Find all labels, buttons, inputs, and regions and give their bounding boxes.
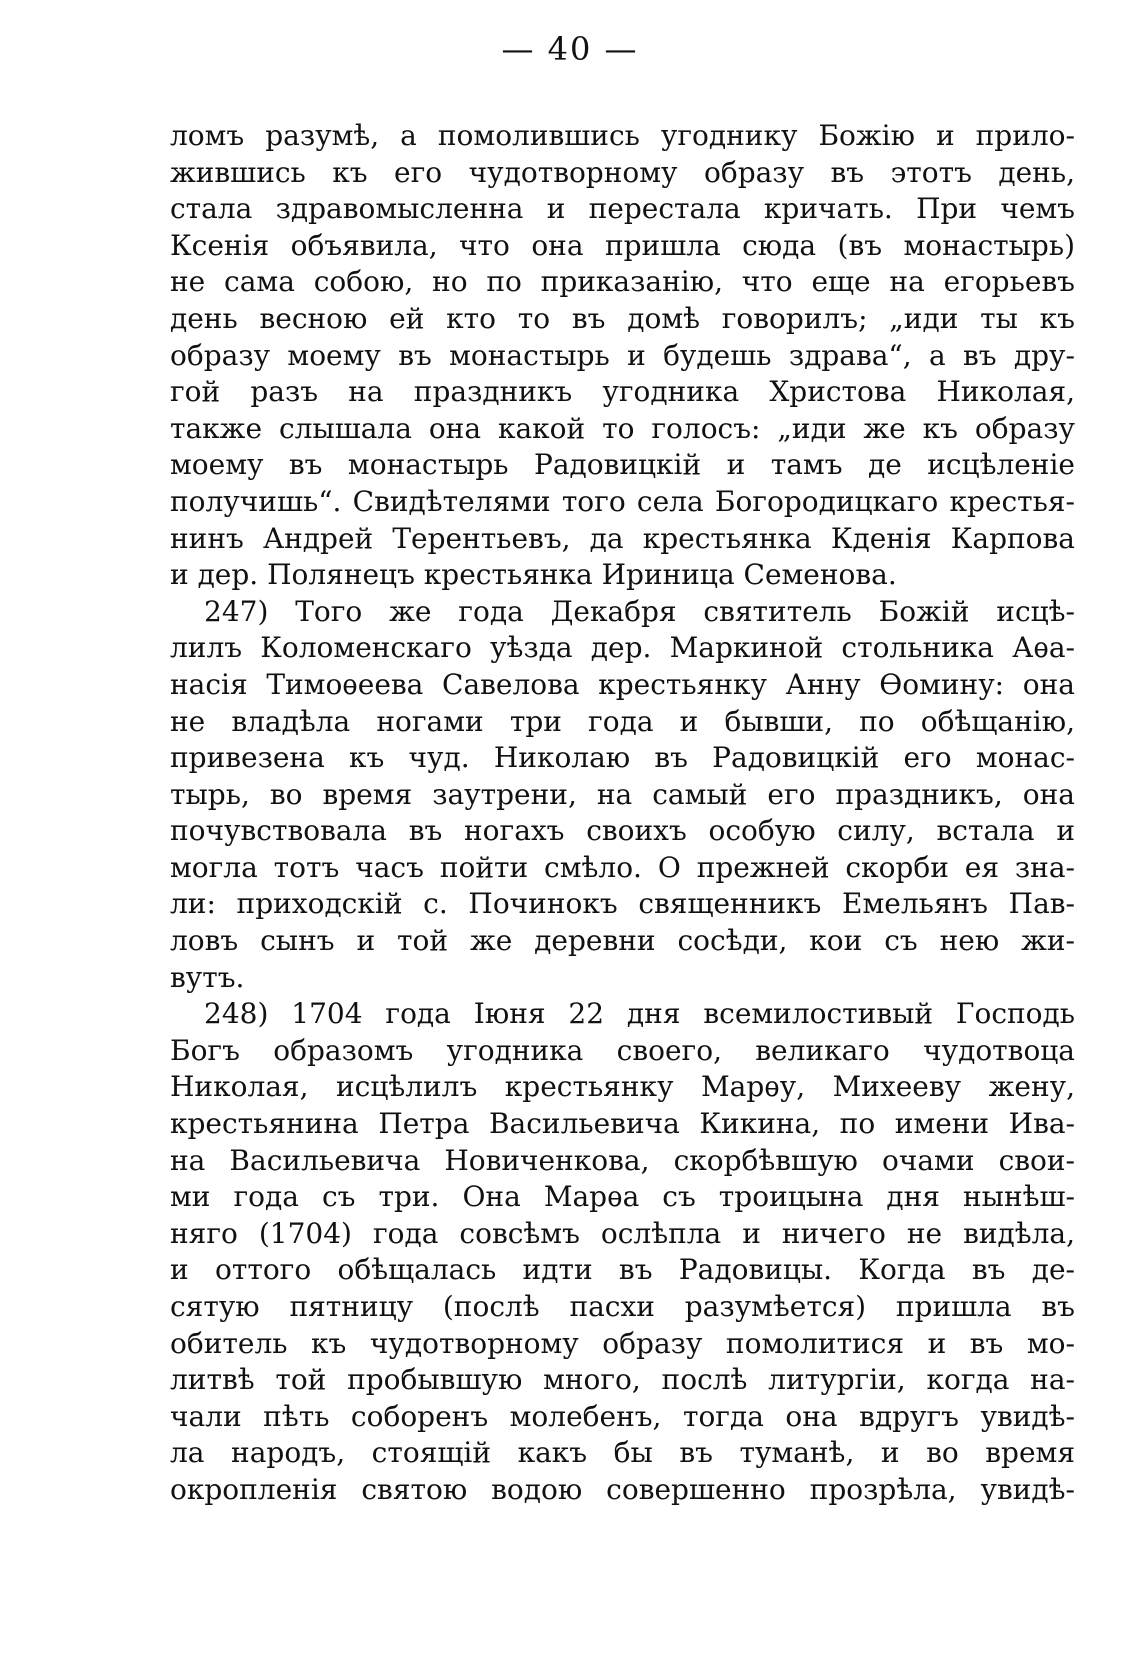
text-line: день весною ей кто то въ домѣ говорилъ; „иди ты къ	[170, 301, 1075, 335]
text-line: 248) 1704 года Іюня 22 дня всемилостивый Господь	[204, 997, 1075, 1031]
text-line: Ксенія объявила, что она пришла сюда (въ монастырь)	[170, 228, 1075, 262]
text-line: окропленія святою водою совершенно прозрѣла, увидѣ-	[170, 1472, 1075, 1506]
text-line: не владѣла ногами три года и бывши, по обѣщанію,	[170, 704, 1075, 738]
text-line: и дер. Полянецъ крестьянка Ириница Семенова.	[170, 558, 897, 592]
text-line: могла тотъ часъ пойти смѣло. О прежней скорби ея зна-	[170, 850, 1075, 884]
body-text	[170, 118, 1075, 1509]
text-line: литвѣ той пробывшую много, послѣ литургіи, когда на-	[170, 1363, 1075, 1397]
text-line: привезена къ чуд. Николаю въ Радовицкій его монас-	[170, 741, 1075, 775]
text-line: получишь“. Свидѣтелями того села Богородицкаго крестья-	[170, 484, 1075, 518]
text-line: ломъ разумѣ, а помолившись угоднику Божію и прило-	[170, 119, 1075, 152]
text-line: ли: приходскій с. Починокъ священникъ Емельянъ Пав-	[170, 887, 1075, 921]
text-line: лилъ Коломенскаго уѣзда дер. Маркиной стольника Аѳа-	[170, 631, 1075, 665]
text-line: жившись къ его чудотворному образу въ этотъ день,	[170, 155, 1075, 189]
text-line: нинъ Андрей Терентьевъ, да крестьянка Кденія Карпова	[170, 521, 1075, 555]
text-line: ловъ сынъ и той же деревни сосѣди, кои съ нею жи-	[170, 924, 1075, 958]
text-line: сятую пятницу (послѣ пасхи разумѣется) пришла въ	[170, 1290, 1075, 1323]
text-line: насія Тимоѳеева Савелова крестьянку Анну Ѳомину: она	[170, 667, 1075, 701]
text-line: почувствовала въ ногахъ своихъ особую силу, встала и	[170, 814, 1075, 848]
text-line: чали пѣть соборенъ молебенъ, тогда она вдругъ увидѣ-	[170, 1399, 1075, 1433]
text-line: 247) Того же года Декабря святитель Божій исцѣ-	[204, 594, 1075, 628]
text-line: не сама собою, но по приказанію, что еще на егорьевъ	[170, 265, 1075, 299]
text-line: ла народъ, стоящій какъ бы въ туманѣ, и во время	[170, 1436, 1075, 1470]
text-line: тырь, во время заутрени, на самый его праздникъ, она	[170, 777, 1075, 811]
text-line: обитель къ чудотворному образу помолитися и въ мо-	[170, 1326, 1075, 1360]
text-line: гой разъ на праздникъ угодника Христова Николая,	[170, 375, 1075, 409]
text-line: также слышала она какой то голосъ: „иди же къ образу	[170, 411, 1075, 445]
text-line: моему въ монастырь Радовицкій и тамъ де исцѣленіе	[170, 448, 1075, 482]
page-number: — 40 —	[501, 30, 639, 68]
text-line: вутъ.	[170, 960, 245, 994]
text-line: няго (1704) года совсѣмъ ослѣпла и ничего не видѣла,	[170, 1216, 1075, 1250]
text-line: ми года съ три. Она Марѳа съ троицына дня нынѣш-	[170, 1180, 1075, 1214]
text-line: и оттого обѣщалась идти въ Радовицы. Когда въ де-	[170, 1253, 1075, 1287]
text-line: крестьянина Петра Васильевича Кикина, по имени Ива-	[170, 1107, 1075, 1141]
text-line: стала здравомысленна и перестала кричать. При чемъ	[170, 192, 1075, 226]
text-line: Николая, исцѣлилъ крестьянку Марѳу, Михееву жену,	[170, 1070, 1075, 1104]
text-line: образу моему въ монастырь и будешь здрава“, а въ дру-	[170, 338, 1075, 372]
text-line: на Васильевича Новиченкова, скорбѣвшую очами свои-	[170, 1143, 1075, 1177]
text-line: Богъ образомъ угодника своего, великаго чудотвоца	[170, 1033, 1075, 1067]
